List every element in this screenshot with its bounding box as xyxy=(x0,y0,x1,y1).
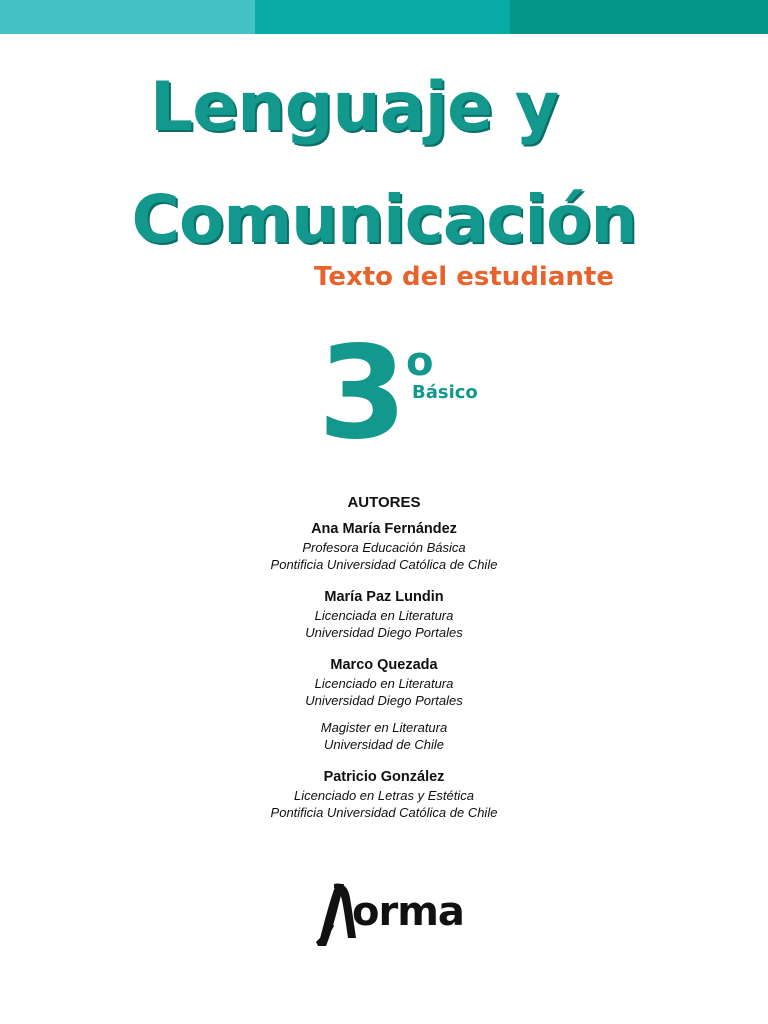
author-credential-line: Universidad Diego Portales xyxy=(305,693,463,708)
grade-level: Básico xyxy=(412,382,478,403)
author-credential-group xyxy=(0,607,768,641)
grade-ordinal-mark: o xyxy=(406,339,434,385)
author-list xyxy=(0,519,768,821)
author-entry xyxy=(0,587,768,641)
band-segment-medium xyxy=(255,0,510,34)
author-credential-line: Universidad Diego Portales xyxy=(305,625,463,640)
grade-number: 3 xyxy=(318,319,408,468)
author-credential-line: Pontificia Universidad Católica de Chile xyxy=(270,557,498,572)
author-credential-group xyxy=(0,539,768,573)
authors-heading: AUTORES xyxy=(347,494,421,511)
author-credential-line: Magister en Literatura xyxy=(320,720,448,735)
author-credential-line: Licenciado en Literatura xyxy=(314,676,454,691)
author-name: Patricio González xyxy=(323,769,445,785)
author-entry xyxy=(0,519,768,573)
book-subtitle: Texto del estudiante xyxy=(314,262,614,292)
author-credential-group xyxy=(0,787,768,821)
author-credential-group xyxy=(0,675,768,709)
author-credential-line: Licenciada en Literatura xyxy=(314,608,454,623)
author-credential-line: Profesora Educación Básica xyxy=(302,540,466,555)
author-name: María Paz Lundin xyxy=(324,589,444,605)
publisher-name: orma xyxy=(352,889,464,935)
author-name: Ana María Fernández xyxy=(311,521,457,537)
band-segment-dark xyxy=(510,0,768,34)
author-credential-group xyxy=(0,719,768,753)
publisher-logo xyxy=(314,876,484,948)
grade-badge xyxy=(318,319,518,468)
author-entry xyxy=(0,767,768,821)
author-credential-line: Pontificia Universidad Católica de Chile xyxy=(270,805,498,820)
band-segment-light xyxy=(0,0,255,34)
authors-section xyxy=(0,493,768,835)
author-name: Marco Quezada xyxy=(330,657,438,673)
author-credential-line: Licenciado en Letras y Estética xyxy=(294,788,474,803)
book-title-line-1: Lenguaje y xyxy=(149,68,559,147)
top-color-band xyxy=(0,0,768,34)
author-credential-line: Universidad de Chile xyxy=(324,737,444,752)
book-title-line-2: Comunicación xyxy=(131,181,637,258)
author-entry xyxy=(0,655,768,753)
